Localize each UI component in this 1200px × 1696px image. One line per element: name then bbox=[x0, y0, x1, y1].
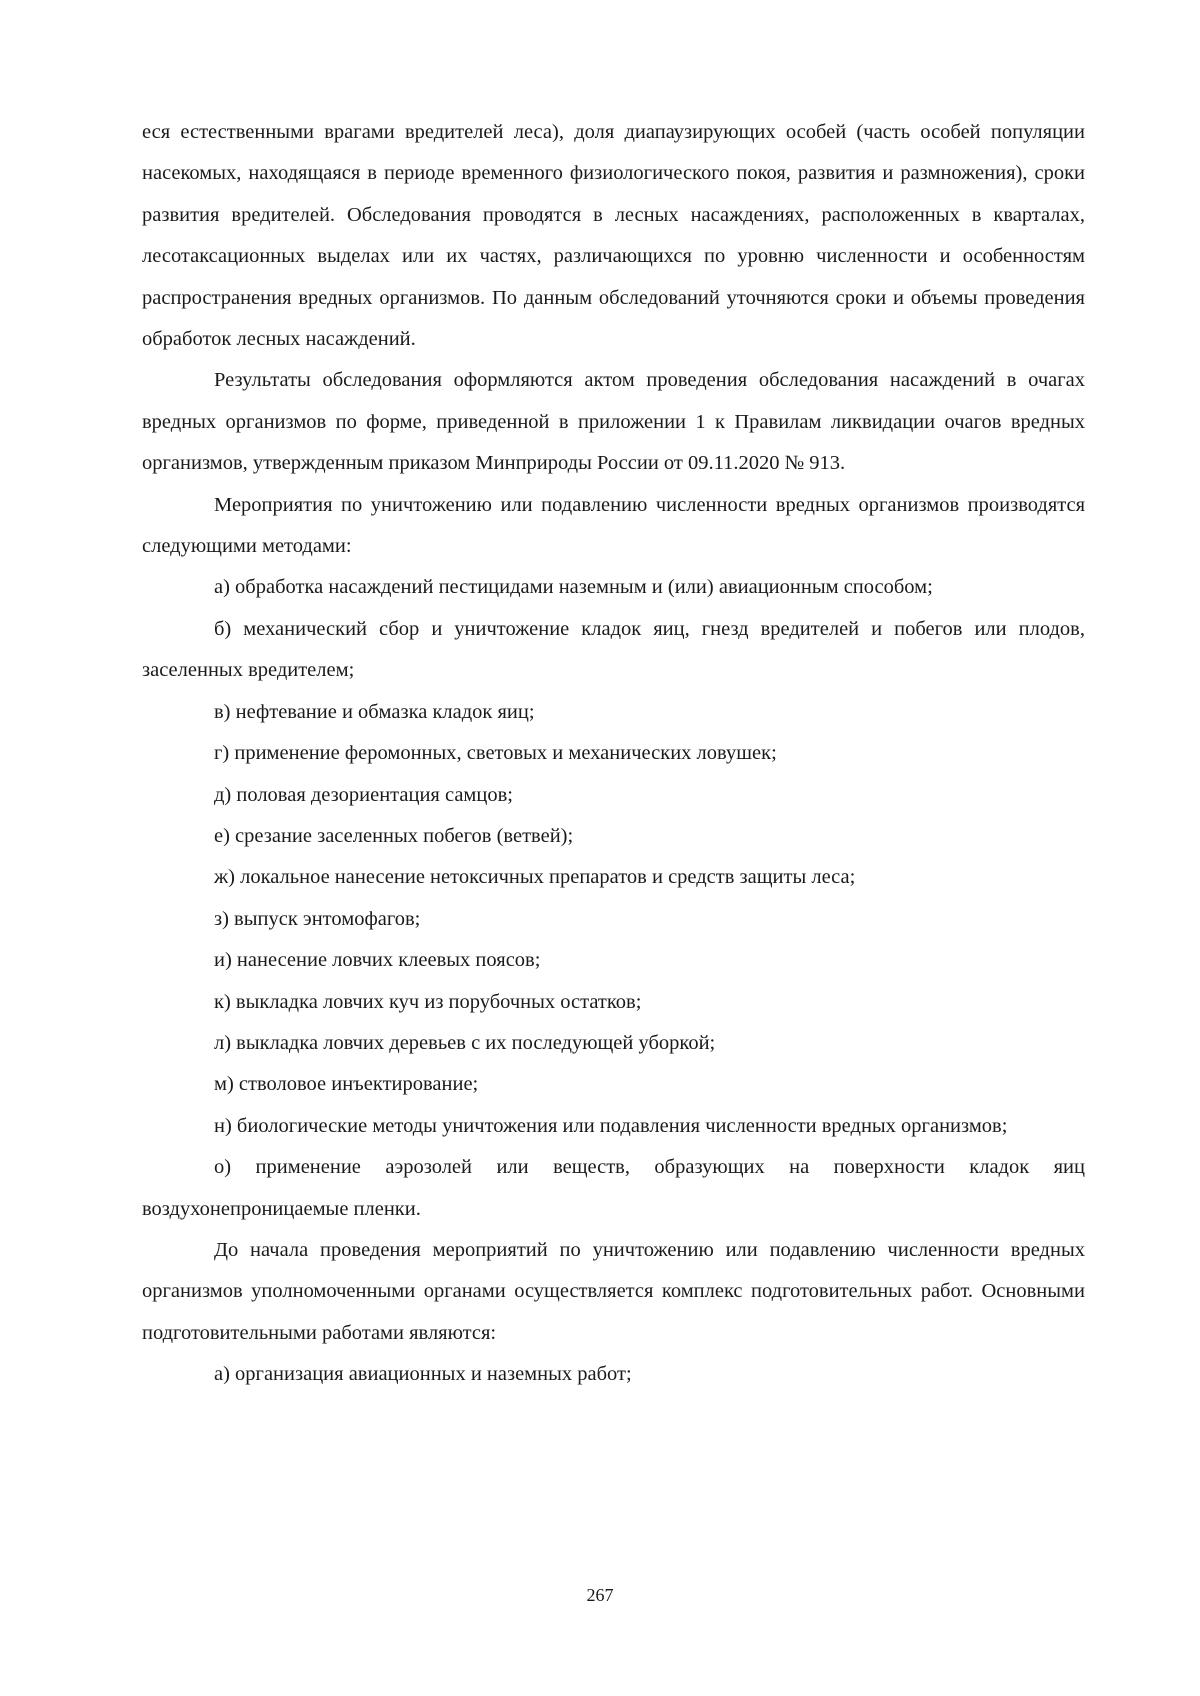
paragraph-methods-intro: Мероприятия по уничтожению или подавлению численности вредных организмов производятся следующими методами: bbox=[142, 493, 1085, 558]
list-item-m: м) стволовое инъектирование; bbox=[214, 1073, 479, 1096]
list-item-o: о) применение аэрозолей или веществ, образующих на поверхности кладок яиц воздухонепроницаемые пленки. bbox=[142, 1156, 1085, 1220]
list-item-v: в) нефтевание и обмазка кладок яиц; bbox=[214, 700, 535, 723]
paragraph-preparatory-works: До начала проведения мероприятий по уничтожению или подавлению численности вредных организмов уполномоченными органами осуществляется комплекс подготовительных работ. Основными подготовительными работами являются: bbox=[142, 1238, 1085, 1344]
list-item-z: з) выпуск энтомофагов; bbox=[214, 907, 421, 930]
list-item-l: л) выкладка ловчих деревьев с их последующей уборкой; bbox=[214, 1031, 716, 1054]
list-item-a-preparatory: а) организация авиационных и наземных работ; bbox=[214, 1363, 632, 1386]
list-item-a: а) обработка насаждений пестицидами наземным и (или) авиационным способом; bbox=[214, 576, 933, 599]
paragraph-survey-results: Результаты обследования оформляются актом проведения обследования насаждений в очагах вредных организмов по форме, приведенной в приложении 1 к Правилам ликвидации очагов вредных организмов, утвержденным приказом Минприроды России от 09.11.2020 № 913. bbox=[142, 369, 1085, 475]
paragraph-survey-continuation: еся естественными врагами вредителей леса), доля диапаузирующих особей (часть особей популяции насекомых, находящаяся в периоде временного физиологического покоя, развития и размножения), сроки развития вредителей. Обследования проводятся в лесных насаждениях, расположенных в кварталах, лесотаксационных выделах или их частях, различающихся по уровню численности и особенностям распространения вредных организмов. По данным обследований уточняются сроки и объемы проведения обработок лесных насаждений. bbox=[142, 121, 1085, 351]
page-number: 267 bbox=[586, 1585, 614, 1605]
body-text bbox=[142, 112, 1085, 1396]
list-item-zh: ж) локальное нанесение нетоксичных препаратов и средств защиты леса; bbox=[214, 866, 856, 889]
list-item-d: д) половая дезориентация самцов; bbox=[214, 783, 513, 806]
list-item-b: б) механический сбор и уничтожение кладок яиц, гнезд вредителей и побегов или плодов, заселенных вредителем; bbox=[142, 617, 1085, 682]
list-item-i: и) нанесение ловчих клеевых поясов; bbox=[214, 949, 541, 972]
list-item-g: г) применение феромонных, световых и механических ловушек; bbox=[214, 742, 777, 765]
list-item-e: е) срезание заселенных побегов (ветвей); bbox=[214, 824, 574, 847]
list-item-n: н) биологические методы уничтожения или подавления численности вредных организмов; bbox=[214, 1114, 1008, 1137]
list-item-k: к) выкладка ловчих куч из порубочных остатков; bbox=[214, 990, 642, 1013]
